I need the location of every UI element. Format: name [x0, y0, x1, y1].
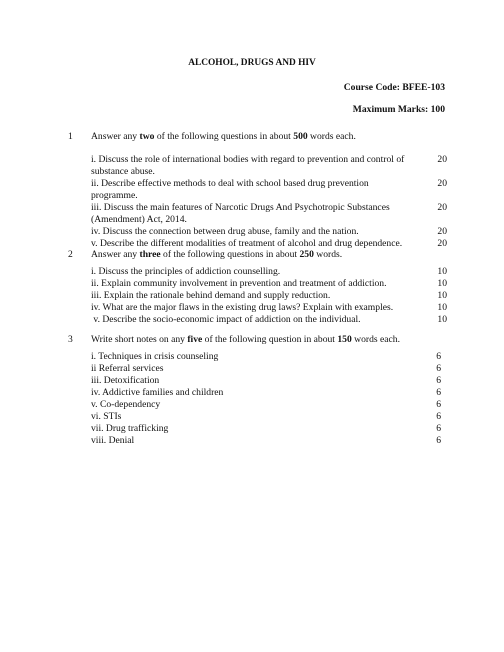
item-marks: 10	[437, 290, 447, 301]
item-marks: 6	[436, 423, 441, 434]
item-marks: 20	[437, 238, 447, 249]
item-marks: 20	[437, 226, 447, 237]
item-marks: 6	[436, 435, 441, 446]
question-instruction: Answer any three of the following questions in about 250 words.	[91, 249, 343, 260]
question-item: iii. Explain the rationale behind demand and supply reduction. 10	[91, 290, 447, 301]
item-marks: 20	[437, 178, 447, 189]
question-items	[91, 351, 447, 447]
item-marks: 6	[436, 387, 441, 398]
question-items	[91, 266, 447, 326]
question-item: v. Co-dependency 6	[91, 399, 441, 410]
item-marks: 6	[436, 363, 441, 374]
question-item: iv. Addictive families and children 6	[91, 387, 441, 398]
question-number: 1	[68, 131, 73, 142]
question-number: 2	[68, 249, 73, 260]
maximum-marks: Maximum Marks: 100	[352, 104, 445, 115]
item-marks: 20	[437, 202, 447, 213]
question-item: ii. Explain community involvement in prevention and treatment of addiction. 10	[91, 278, 447, 289]
course-code: Course Code: BFEE-103	[343, 82, 445, 93]
question-item: v. Describe the socio-economic impact of addiction on the individual. 10	[91, 314, 447, 325]
question-instruction: Write short notes on any five of the following question in about 150 words each.	[91, 334, 400, 345]
question-item: i. Techniques in crisis counseling 6	[91, 351, 441, 362]
question-item: iii. Discuss the main features of Narcotic Drugs And Psychotropic Substances (Amendment) Act, 2014. 20	[91, 202, 447, 225]
item-marks: 6	[436, 351, 441, 362]
question-item: iii. Detoxification 6	[91, 375, 441, 386]
item-marks: 10	[437, 266, 447, 277]
question-item: ii Referral services 6	[91, 363, 441, 374]
question-item: i. Discuss the role of international bodies with regard to prevention and control of substance abuse. 20	[91, 154, 447, 177]
question-item: iv. What are the major flaws in the existing drug laws? Explain with examples. 10	[91, 302, 447, 313]
question-item: viii. Denial 6	[91, 435, 441, 446]
question-instruction: Answer any two of the following questions in about 500 words each.	[91, 131, 356, 142]
question-items	[91, 154, 447, 250]
item-marks: 10	[437, 302, 447, 313]
question-item: v. Describe the different modalities of treatment of alcohol and drug dependence. 20	[91, 238, 447, 249]
question-number: 3	[68, 334, 73, 345]
question-item: vii. Drug trafficking 6	[91, 423, 441, 434]
question-item: i. Discuss the principles of addiction counselling. 10	[91, 266, 447, 277]
paper-title: ALCOHOL, DRUGS AND HIV	[188, 58, 316, 68]
item-marks: 10	[437, 278, 447, 289]
item-marks: 6	[436, 375, 441, 386]
item-marks: 6	[436, 411, 441, 422]
item-marks: 20	[437, 154, 447, 165]
item-marks: 6	[436, 399, 441, 410]
question-item: vi. STIs 6	[91, 411, 441, 422]
question-item: ii. Describe effective methods to deal with school based drug prevention programme. 20	[91, 178, 447, 201]
item-marks: 10	[437, 314, 447, 325]
question-item: iv. Discuss the connection between drug abuse, family and the nation. 20	[91, 226, 447, 237]
